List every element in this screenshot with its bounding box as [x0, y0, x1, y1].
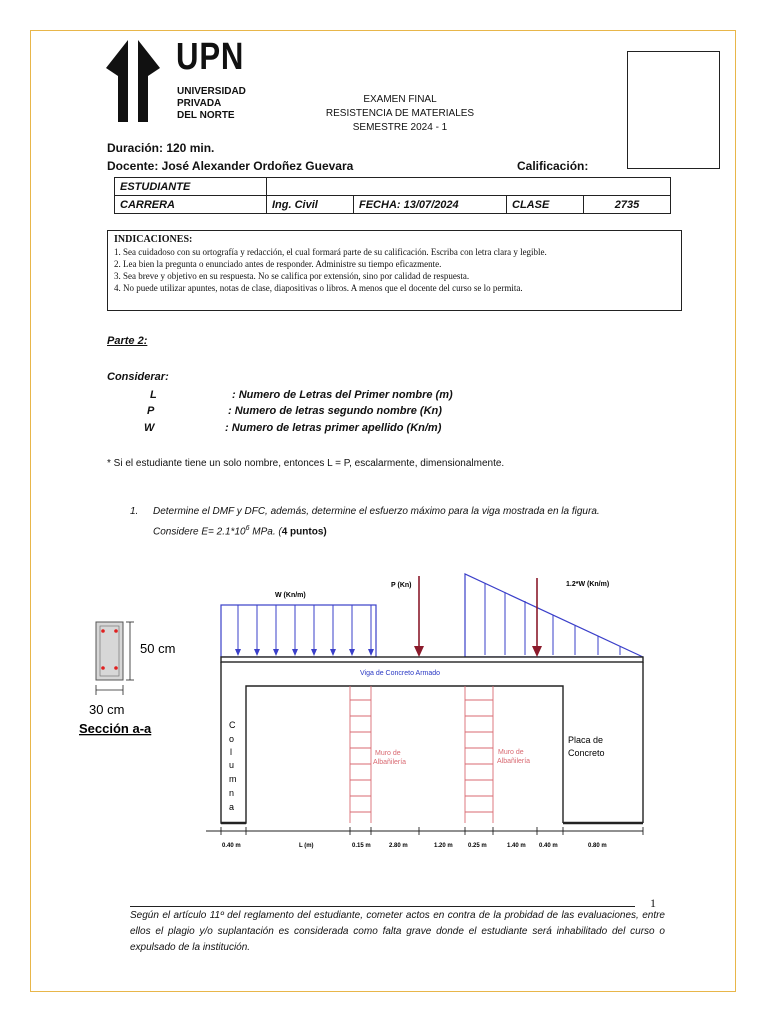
column-letter: l: [230, 747, 232, 757]
section-width: 30 cm: [89, 702, 125, 717]
career-label: CARRERA: [115, 196, 267, 214]
wall-label: Muro de: [375, 750, 401, 757]
section-title: Sección a-a: [79, 721, 152, 736]
instruction-item: 2. Lea bien la pregunta o enunciado antes de responder. Administre su tiempo eficazmente.: [114, 259, 442, 269]
logo-brand: UPN: [176, 36, 245, 78]
dimension-labels: [222, 843, 607, 849]
arrow-heads: [235, 649, 374, 656]
exam-title: [300, 93, 500, 135]
note: * Si el estudiante tiene un solo nombre, entonces L = P, escalarmente, dimensionalmente.: [107, 458, 505, 469]
consider-title: Considerar:: [107, 371, 169, 383]
grade-label: Calificación:: [517, 159, 589, 173]
var-desc: : Numero de letras segundo nombre (Kn): [228, 405, 442, 417]
column-letter: n: [229, 788, 235, 798]
triangular-load: [465, 574, 643, 657]
beam-label: Viga de Concreto Armado: [360, 670, 441, 677]
instructions-title: INDICACIONES:: [114, 234, 193, 245]
page-number: 1: [650, 896, 656, 910]
beam: [221, 657, 643, 662]
slab-label: Concreto: [568, 748, 605, 758]
masonry-wall-2: [465, 686, 493, 823]
wall-label: Muro de: [498, 749, 524, 756]
instruction-item: 1. Sea cuidadoso con su ortografía y redacción, el cual formará parte de su calificación. Escriba con letra clara y legible.: [114, 247, 547, 257]
wall-label: Albañilería: [497, 758, 531, 765]
rebar: [101, 629, 105, 633]
section-height: 50 cm: [140, 641, 176, 656]
upn-logo: [106, 36, 246, 122]
photo-box: [627, 51, 720, 169]
dimension-label: 0.15 m: [352, 843, 371, 849]
dimension-label: 0.80 m: [588, 843, 607, 849]
duration: Duración: 120 min.: [107, 141, 215, 155]
class-value: 2735: [584, 196, 671, 214]
point-load-arrowhead: [414, 646, 424, 657]
instruction-item: 3. Sea breve y objetivo en su respuesta. No se califica por extensión, sino por calidad de respuesta.: [114, 271, 470, 281]
logo-line: PRIVADA: [177, 98, 222, 109]
logo-line: UNIVERSIDAD: [177, 86, 246, 97]
column-letter: u: [229, 760, 235, 770]
career-value: Ing. Civil: [267, 196, 354, 214]
column-label: [229, 720, 237, 812]
class-label: CLASE: [507, 196, 584, 214]
instructions-box: [107, 230, 682, 311]
column-letter: o: [229, 734, 235, 744]
question-text: MPa. (: [249, 526, 282, 538]
exponent: 6: [245, 525, 250, 532]
rebar: [101, 666, 105, 670]
column-letter: C: [229, 720, 236, 730]
dimension-label: 1.40 m: [507, 843, 526, 849]
var-symbol: L: [150, 389, 157, 401]
column-letter: a: [229, 802, 235, 812]
rebar: [114, 629, 118, 633]
var-symbol: P: [147, 405, 155, 417]
column-letter: m: [229, 774, 237, 784]
beam-figure: [0, 560, 768, 860]
dimension-label: 0.25 m: [468, 843, 487, 849]
triangular-load-arrows: [485, 583, 620, 655]
uniform-load-arrows: [238, 605, 371, 655]
var-desc: : Numero de letras primer apellido (Kn/m): [225, 422, 442, 434]
date: FECHA: 13/07/2024: [354, 196, 507, 214]
load-tri-label: 1.2*W (Kn/m): [566, 581, 610, 588]
masonry-wall-1: [350, 686, 371, 823]
exam-title-line: EXAMEN FINAL: [363, 94, 437, 105]
dimension-label: 0.40 m: [222, 843, 241, 849]
exam-title-line: SEMESTRE 2024 - 1: [352, 122, 448, 133]
slab-label: Placa de: [568, 735, 604, 745]
rebar: [114, 666, 118, 670]
question-text: Considere E= 2.1*10: [153, 526, 246, 538]
load-p-label: P (Kn): [391, 582, 412, 589]
dimension-label: 2.80 m: [389, 843, 408, 849]
dimension-label: 0.40 m: [539, 843, 558, 849]
dimension-label: L (m): [299, 843, 314, 849]
dimension-label: 1.20 m: [434, 843, 453, 849]
exam-title-line: RESISTENCIA DE MATERIALES: [325, 108, 475, 119]
footer-text: Según el artículo 11º del reglamento del estudiante, cometer actos en contra de la probidad de las evaluaciones, entre ellos el plagio y/o suplantación es considerada como falta grave donde el estudiante será inhabilitado del curso o expulsado de la institución.: [130, 910, 665, 953]
student-value[interactable]: [267, 178, 671, 196]
load-w-label: W (Kn/m): [275, 592, 306, 599]
teacher: Docente: José Alexander Ordoñez Guevara: [107, 159, 354, 173]
frame-outline: [221, 662, 563, 823]
instruction-item: 4. No puede utilizar apuntes, notas de clase, diapositivas o libros. A menos que el docente del curso se lo permita.: [114, 283, 523, 293]
var-symbol: W: [144, 422, 155, 434]
question-line-2: [153, 520, 327, 540]
var-desc: : Numero de Letras del Primer nombre (m): [232, 389, 453, 401]
question-points: 4 puntos): [281, 526, 327, 538]
footer-line: [130, 906, 635, 907]
student-info-table: [114, 177, 671, 214]
resultant-arrowhead: [532, 646, 542, 657]
question-line: Determine el DMF y DFC, además, determine el esfuerzo máximo para la viga mostrada en la figura.: [153, 506, 600, 517]
question-number: 1.: [130, 506, 139, 517]
student-label: ESTUDIANTE: [115, 178, 267, 196]
torch-arrows-icon: [106, 40, 176, 122]
part-title: Parte 2:: [107, 335, 148, 347]
logo-line: DEL NORTE: [177, 110, 235, 121]
wall-label: Albañilería: [373, 759, 407, 766]
